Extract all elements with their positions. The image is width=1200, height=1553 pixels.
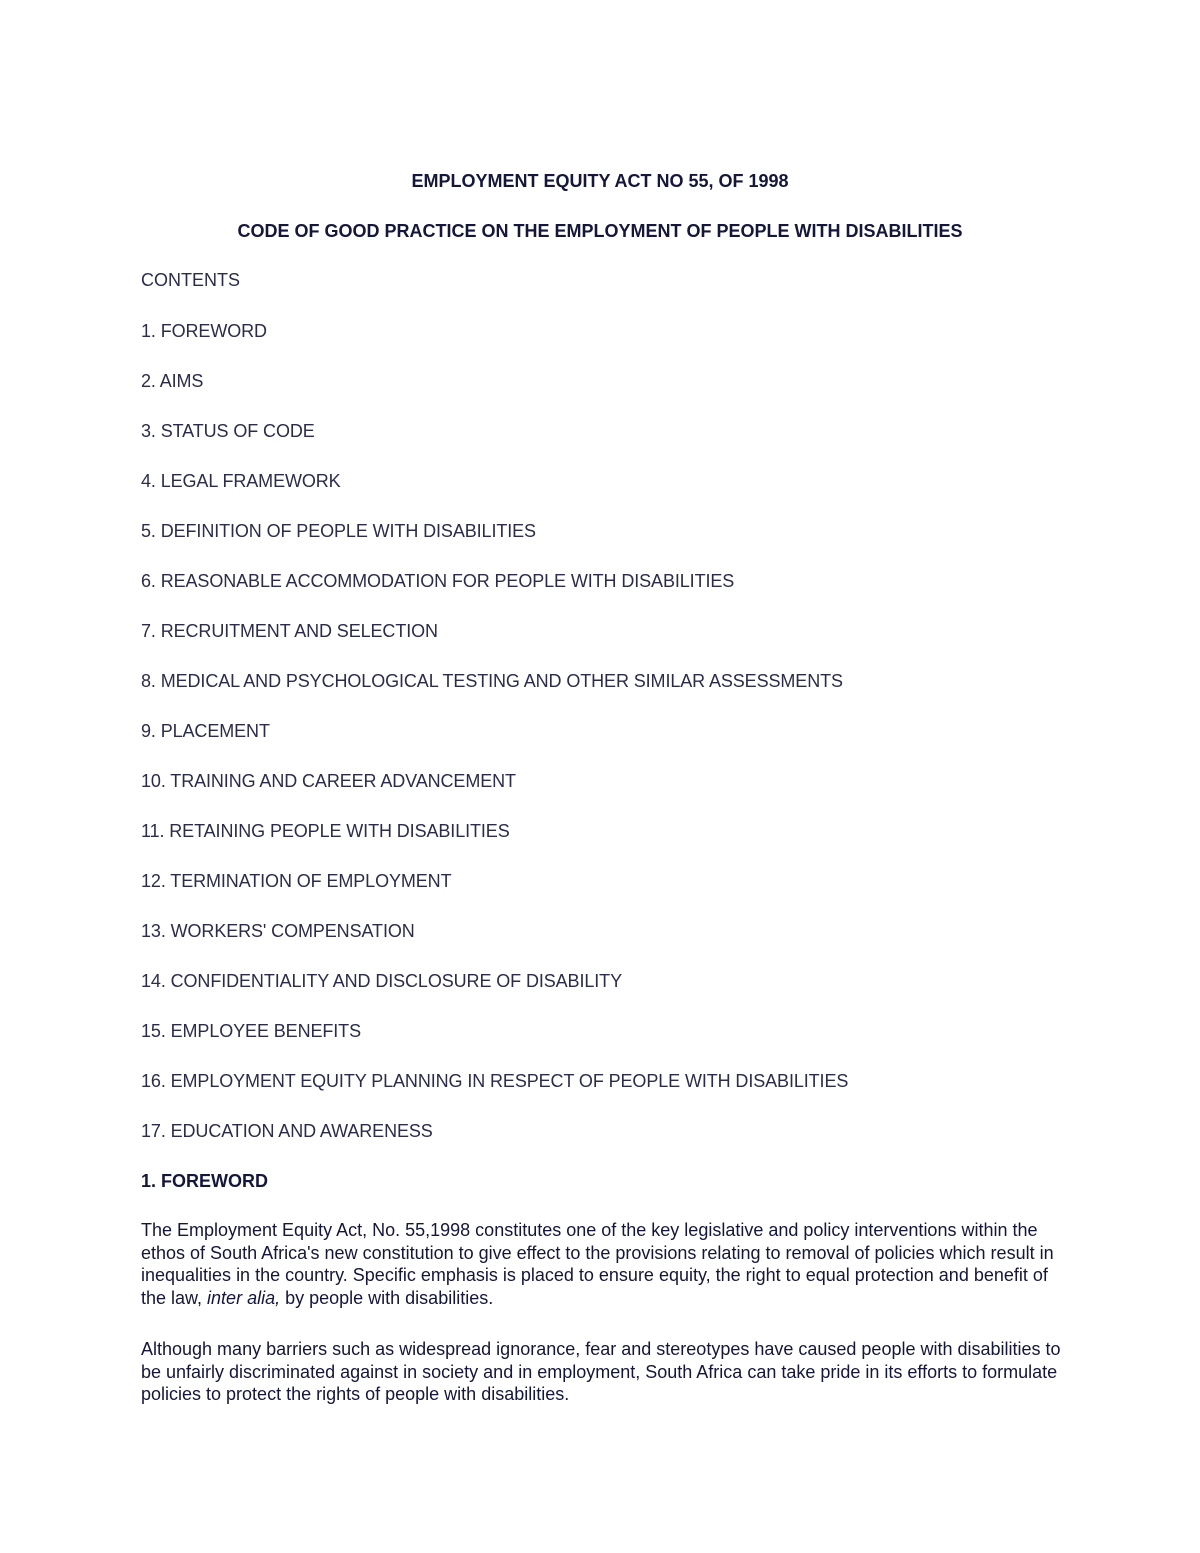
- foreword-paragraph-1: [141, 1219, 1061, 1309]
- contents-heading: CONTENTS: [141, 270, 240, 290]
- document-title: EMPLOYMENT EQUITY ACT NO 55, OF 1998: [411, 171, 789, 191]
- toc-item: 5. DEFINITION OF PEOPLE WITH DISABILITIES: [141, 521, 536, 541]
- toc-item: 10. TRAINING AND CAREER ADVANCEMENT: [141, 771, 516, 791]
- toc-item: 7. RECRUITMENT AND SELECTION: [141, 621, 438, 641]
- toc-item: 11. RETAINING PEOPLE WITH DISABILITIES: [141, 821, 510, 841]
- toc-item: 6. REASONABLE ACCOMMODATION FOR PEOPLE WITH DISABILITIES: [141, 571, 735, 591]
- toc-item: 12. TERMINATION OF EMPLOYMENT: [141, 871, 452, 891]
- section-heading-foreword: 1. FOREWORD: [141, 1171, 269, 1191]
- table-of-contents: [141, 320, 848, 1170]
- toc-item: 4. LEGAL FRAMEWORK: [141, 471, 341, 491]
- toc-item: 14. CONFIDENTIALITY AND DISCLOSURE OF DISABILITY: [141, 971, 622, 991]
- paragraph-text: by people with disabilities.: [280, 1287, 494, 1308]
- toc-item: 13. WORKERS' COMPENSATION: [141, 921, 415, 941]
- toc-item: 1. FOREWORD: [141, 321, 267, 341]
- document-subtitle: CODE OF GOOD PRACTICE ON THE EMPLOYMENT OF PEOPLE WITH DISABILITIES: [237, 221, 963, 241]
- toc-item: 8. MEDICAL AND PSYCHOLOGICAL TESTING AND OTHER SIMILAR ASSESSMENTS: [141, 671, 843, 691]
- paragraph-text: The Employment Equity Act, No. 55,1998 constitutes one of the key legislative and policy interventions within the ethos of South Africa's new constitution to give effect to the provisions relating to removal of policies which result in inequalities in the country. Specific emphasis is placed to ensure equity, the right to equal protection and benefit of the law,: [141, 1220, 1054, 1308]
- toc-item: 2. AIMS: [141, 371, 204, 391]
- toc-item: 9. PLACEMENT: [141, 721, 270, 741]
- toc-item: 16. EMPLOYMENT EQUITY PLANNING IN RESPECT OF PEOPLE WITH DISABILITIES: [141, 1071, 849, 1091]
- toc-item: 17. EDUCATION AND AWARENESS: [141, 1121, 433, 1141]
- italic-phrase: inter alia,: [207, 1287, 281, 1308]
- toc-item: 15. EMPLOYEE BENEFITS: [141, 1021, 361, 1041]
- foreword-paragraph-2: Although many barriers such as widespread ignorance, fear and stereotypes have caused people with disabilities to be unfairly discriminated against in society and in employment, South Africa can take pride in its efforts to formulate policies to protect the rights of people with disabilities.: [141, 1339, 1061, 1404]
- toc-item: 3. STATUS OF CODE: [141, 421, 315, 441]
